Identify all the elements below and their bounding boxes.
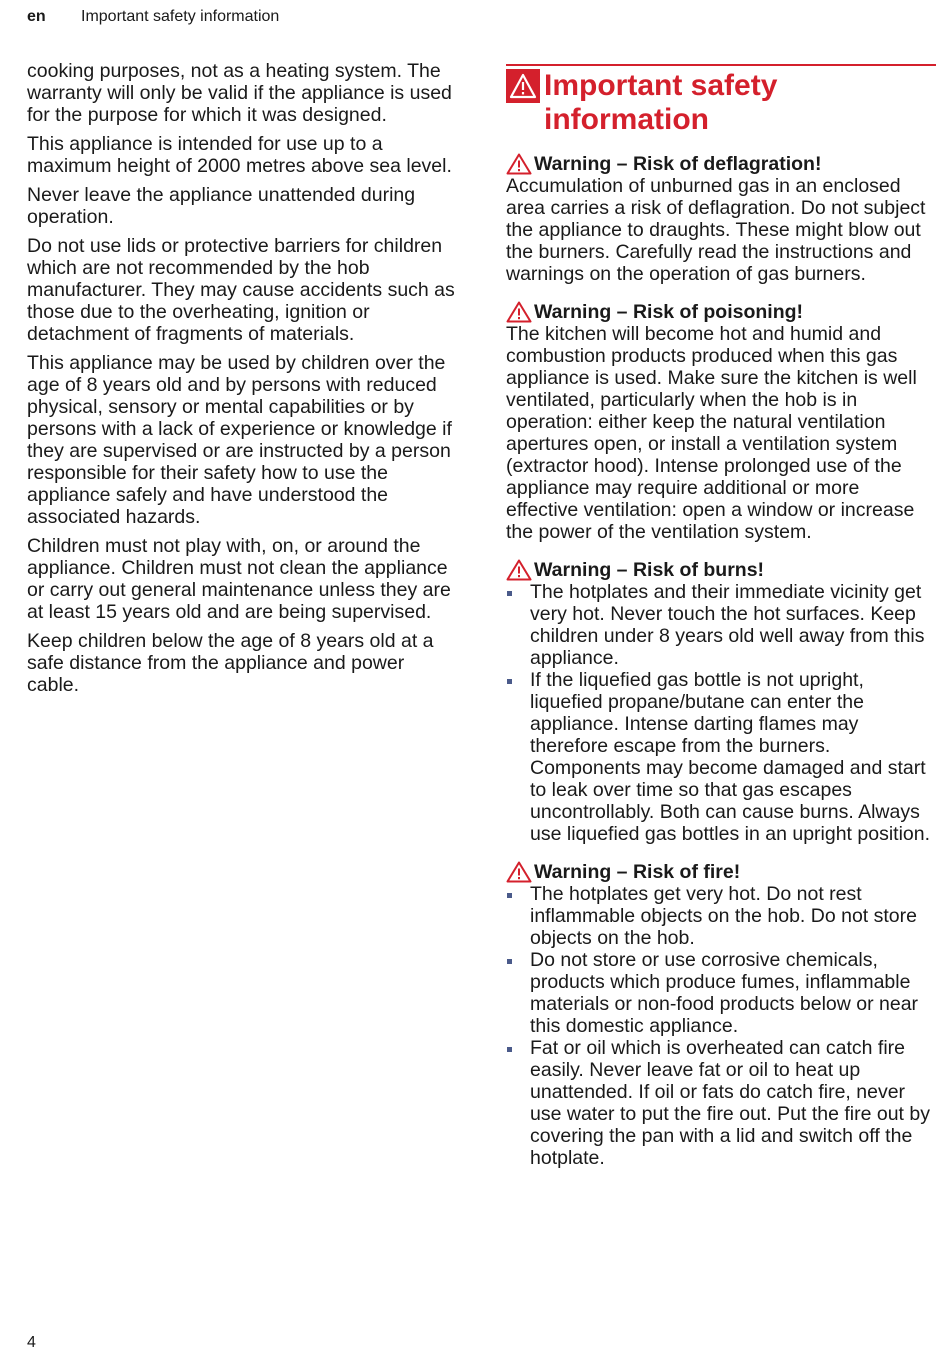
warning-title xyxy=(506,559,936,581)
warning-burns xyxy=(506,559,936,845)
warning-poisoning xyxy=(506,301,936,543)
warning-triangle-icon xyxy=(506,559,532,581)
warning-triangle-icon xyxy=(506,153,532,175)
list-item-text: If the liquefied gas bottle is not upright, liquefied propane/butane can enter the appliance. Intense darting flames may therefore escape from the burners. Components may become damaged and start to leak over time so that gas escapes uncontrollably. Both can cause burns. Always use liquefied gas bottles in an upright position. xyxy=(530,669,931,845)
warning-triangle-icon xyxy=(506,861,532,883)
bullet-list xyxy=(506,883,936,1169)
bullet-square-icon xyxy=(507,893,512,898)
warning-title-text: Warning – Risk of deflagration! xyxy=(534,153,822,175)
list-item xyxy=(506,1037,936,1169)
paragraph: Do not use lids or protective barriers for children which are not recommended by the hob manufacturer. They may cause accidents such as those due to the overheating, ignition or detachment of fragments of materials. xyxy=(27,235,455,345)
warning-triangle-icon xyxy=(506,301,532,323)
paragraph: Children must not play with, on, or around the appliance. Children must not clean the appliance or carry out general maintenance unless they are at least 15 years old and are being supervised. xyxy=(27,535,451,623)
running-header xyxy=(27,8,279,26)
bullet-list xyxy=(506,581,936,845)
warning-title-text: Warning – Risk of fire! xyxy=(534,861,741,883)
bullet-square-icon xyxy=(507,679,512,684)
language-code: en xyxy=(27,8,46,25)
warning-title-text: Warning – Risk of poisoning! xyxy=(534,301,804,323)
page-number: 4 xyxy=(27,1334,36,1351)
list-item-text: Fat or oil which is overheated can catch fire easily. Never leave fat or oil to heat up unattended. If oil or fats do catch fire, never use water to put the fire out. Put the fire out by covering the pan with a lid and switch off the hotplate. xyxy=(530,1037,930,1169)
paragraph: Keep children below the age of 8 years old at a safe distance from the appliance and power cable. xyxy=(27,630,434,696)
warning-text: Accumulation of unburned gas in an enclosed area carries a risk of deflagration. Do not subject the appliance to draughts. These might blow out the burners. Carefully read the instructions and warnings on the operation of gas burners. xyxy=(506,175,926,285)
warning-deflagration xyxy=(506,153,936,285)
paragraph: This appliance is intended for use up to a maximum height of 2000 metres above sea level. xyxy=(27,133,452,177)
paragraph: Never leave the appliance unattended during operation. xyxy=(27,184,416,228)
list-item xyxy=(506,949,936,1037)
right-column xyxy=(506,60,936,1169)
list-item xyxy=(506,581,936,669)
list-item-text: The hotplates get very hot. Do not rest inflammable objects on the hob. Do not store objects on the hob. xyxy=(530,883,917,949)
bullet-square-icon xyxy=(507,1047,512,1052)
warning-title-text: Warning – Risk of burns! xyxy=(534,559,765,581)
list-item-text: The hotplates and their immediate vicinity get very hot. Never touch the hot surfaces. Keep children under 8 years old well away from this appliance. xyxy=(530,581,925,669)
warning-title xyxy=(506,861,936,883)
header-title: Important safety information xyxy=(81,8,280,25)
bullet-square-icon xyxy=(507,591,512,596)
warning-text: The kitchen will become hot and humid and combustion products produced when this gas appliance is used. Make sure the kitchen is well ventilated, particularly when the hob is in operation: either keep the natural ventilation apertures open, or install a ventilation system (extractor hood). Intense prolonged use of the appliance may require additional or more effective ventilation: open a window or increase the power of the ventilation system. xyxy=(506,323,917,543)
list-item-text: Do not store or use corrosive chemicals, products which produce fumes, inflammable materials or non-food products below or near this domestic appliance. xyxy=(530,949,919,1037)
paragraph: cooking purposes, not as a heating system. The warranty will only be valid if the appliance is used for the purpose for which it was designed. xyxy=(27,60,452,126)
warning-box-icon xyxy=(506,69,540,103)
warning-title xyxy=(506,301,936,323)
bullet-square-icon xyxy=(507,959,512,964)
section-title: Important safety information xyxy=(544,69,778,136)
list-item xyxy=(506,669,936,845)
section-heading xyxy=(506,64,936,137)
warning-title xyxy=(506,153,936,175)
warning-fire xyxy=(506,861,936,1169)
paragraph: This appliance may be used by children over the age of 8 years old and by persons with reduced physical, sensory or mental capabilities or by persons with a lack of experience or knowledge if they are supervised or are instructed by a person responsible for their safety how to use the appliance safely and have understood the associated hazards. xyxy=(27,352,452,528)
left-column xyxy=(27,60,459,703)
list-item xyxy=(506,883,936,949)
